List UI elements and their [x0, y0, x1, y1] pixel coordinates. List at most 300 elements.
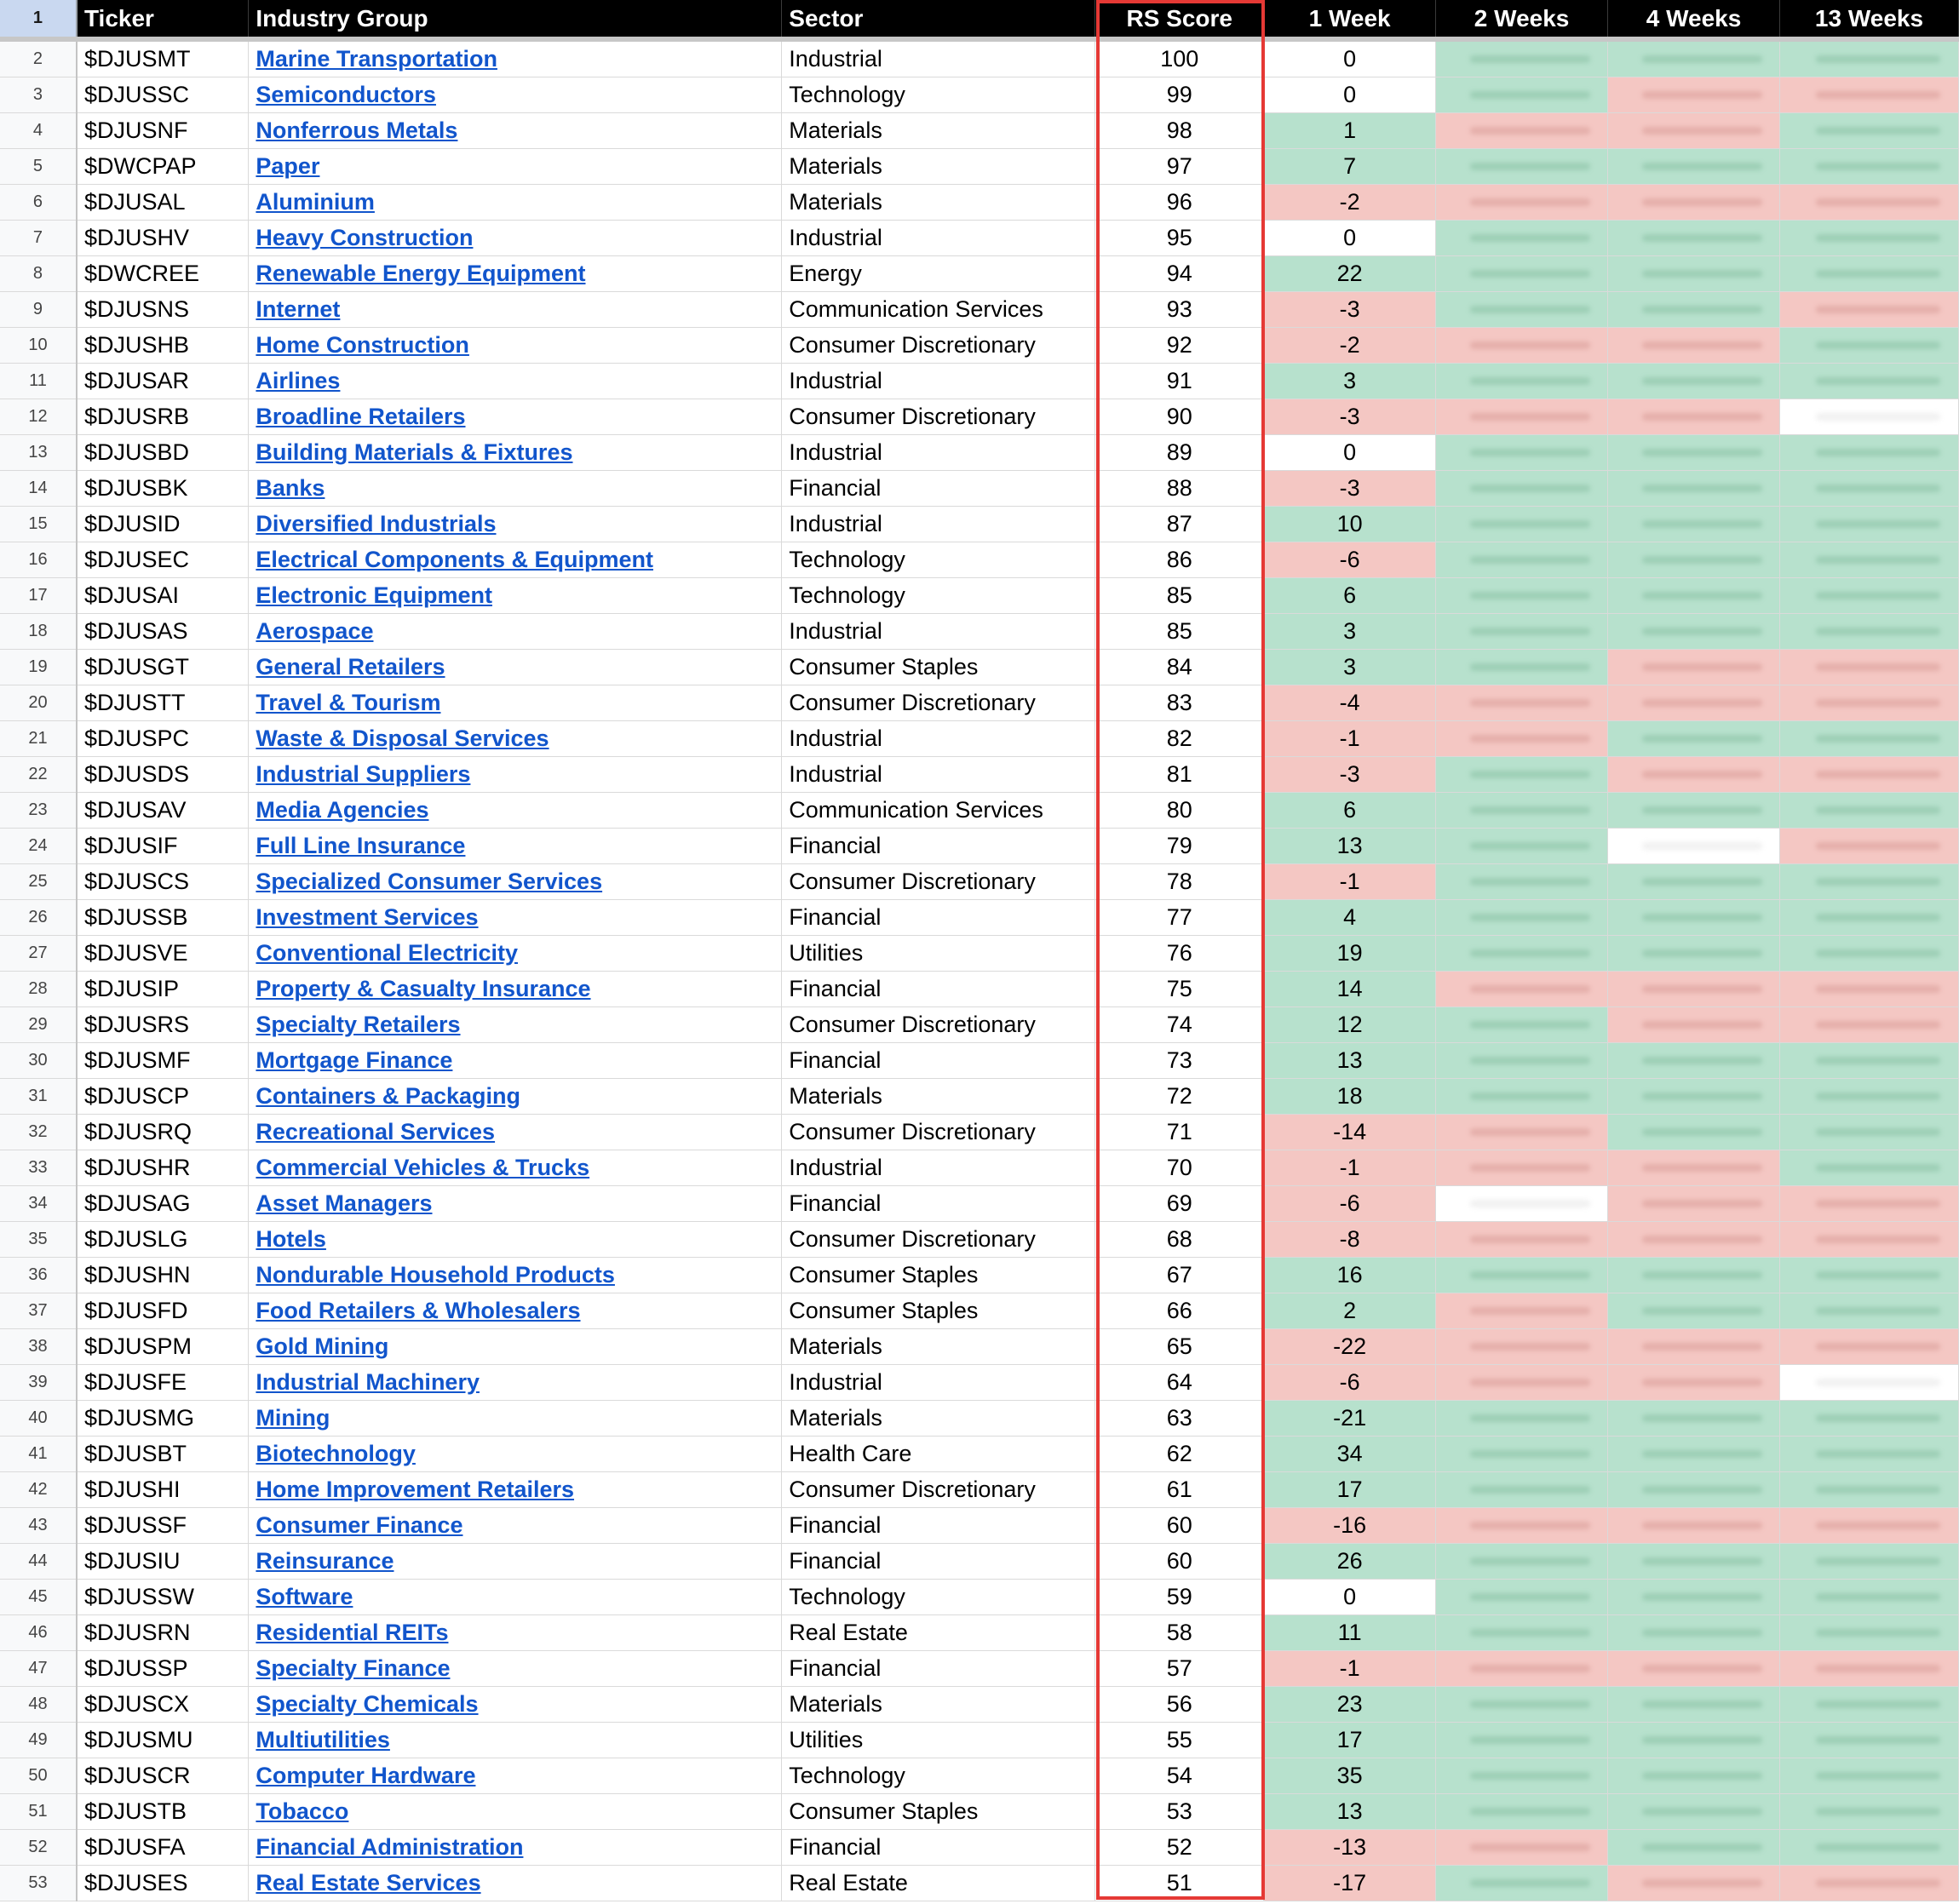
industry-group-link[interactable]: Airlines — [256, 368, 341, 393]
week-13-change-cell[interactable] — [1779, 1365, 1958, 1401]
sector-cell[interactable]: Materials — [782, 1329, 1095, 1365]
rs-score-cell[interactable]: 58 — [1095, 1615, 1264, 1651]
sector-cell[interactable]: Financial — [782, 471, 1095, 507]
industry-group-cell[interactable] — [249, 1329, 782, 1365]
row-number[interactable]: 40 — [0, 1401, 77, 1437]
week-13-change-cell[interactable] — [1779, 685, 1958, 721]
industry-group-link[interactable]: Real Estate Services — [256, 1870, 481, 1895]
week-2-change-cell[interactable] — [1436, 650, 1608, 685]
week-1-change-cell[interactable]: 2 — [1264, 1293, 1436, 1329]
row-number[interactable]: 17 — [0, 578, 77, 614]
week-4-change-cell[interactable] — [1608, 864, 1780, 900]
industry-group-cell[interactable] — [249, 1544, 782, 1580]
week-4-change-cell[interactable] — [1608, 721, 1780, 757]
industry-group-cell[interactable] — [249, 1401, 782, 1437]
row-number[interactable]: 26 — [0, 900, 77, 936]
industry-group-cell[interactable] — [249, 793, 782, 829]
week-2-change-cell[interactable] — [1436, 399, 1608, 435]
sector-cell[interactable]: Financial — [782, 1544, 1095, 1580]
week-4-change-cell[interactable] — [1608, 435, 1780, 471]
week-1-change-cell[interactable]: -8 — [1264, 1222, 1436, 1258]
week-4-change-cell[interactable] — [1608, 1186, 1780, 1222]
week-1-change-cell[interactable]: 10 — [1264, 507, 1436, 542]
week-2-change-cell[interactable] — [1436, 292, 1608, 328]
row-number[interactable]: 32 — [0, 1115, 77, 1150]
industry-group-link[interactable]: Specialty Finance — [256, 1655, 451, 1681]
week-13-change-cell[interactable] — [1779, 113, 1958, 149]
ticker-cell[interactable]: $DJUSCX — [77, 1687, 249, 1723]
sector-cell[interactable]: Financial — [782, 972, 1095, 1007]
sector-cell[interactable]: Real Estate — [782, 1615, 1095, 1651]
sector-cell[interactable]: Health Care — [782, 1437, 1095, 1472]
industry-group-cell[interactable] — [249, 1758, 782, 1794]
week-4-change-cell[interactable] — [1608, 328, 1780, 364]
week-1-change-cell[interactable]: 16 — [1264, 1258, 1436, 1293]
week-2-change-cell[interactable] — [1436, 1830, 1608, 1866]
week-2-change-cell[interactable] — [1436, 1723, 1608, 1758]
week-4-change-cell[interactable] — [1608, 113, 1780, 149]
rs-score-cell[interactable]: 65 — [1095, 1329, 1264, 1365]
week-2-change-cell[interactable] — [1436, 1222, 1608, 1258]
week-1-change-cell[interactable]: -4 — [1264, 685, 1436, 721]
rs-score-cell[interactable]: 67 — [1095, 1258, 1264, 1293]
row-number[interactable]: 39 — [0, 1365, 77, 1401]
week-2-change-cell[interactable] — [1436, 328, 1608, 364]
week-4-change-cell[interactable] — [1608, 1079, 1780, 1115]
industry-group-link[interactable]: Internet — [256, 296, 341, 322]
week-13-change-cell[interactable] — [1779, 1830, 1958, 1866]
week-2-change-cell[interactable] — [1436, 1007, 1608, 1043]
week-1-change-cell[interactable]: -2 — [1264, 328, 1436, 364]
week-4-change-cell[interactable] — [1608, 793, 1780, 829]
industry-group-cell[interactable] — [249, 221, 782, 256]
week-2-change-cell[interactable] — [1436, 614, 1608, 650]
week-13-change-cell[interactable] — [1779, 1043, 1958, 1079]
rs-score-cell[interactable]: 82 — [1095, 721, 1264, 757]
column-header-4-weeks[interactable]: 4 Weeks — [1608, 0, 1780, 37]
column-header-industry-group[interactable]: Industry Group — [249, 0, 782, 37]
week-2-change-cell[interactable] — [1436, 77, 1608, 113]
rs-score-cell[interactable]: 80 — [1095, 793, 1264, 829]
rs-score-cell[interactable]: 87 — [1095, 507, 1264, 542]
sector-cell[interactable]: Consumer Staples — [782, 650, 1095, 685]
industry-group-link[interactable]: Investment Services — [256, 904, 479, 930]
week-1-change-cell[interactable]: 12 — [1264, 1007, 1436, 1043]
ticker-cell[interactable]: $DJUSCS — [77, 864, 249, 900]
week-4-change-cell[interactable] — [1608, 364, 1780, 399]
week-2-change-cell[interactable] — [1436, 1615, 1608, 1651]
week-1-change-cell[interactable]: 14 — [1264, 972, 1436, 1007]
rs-score-cell[interactable]: 78 — [1095, 864, 1264, 900]
rs-score-cell[interactable]: 71 — [1095, 1115, 1264, 1150]
ticker-cell[interactable]: $DJUSID — [77, 507, 249, 542]
week-4-change-cell[interactable] — [1608, 1437, 1780, 1472]
rs-score-cell[interactable]: 60 — [1095, 1544, 1264, 1580]
week-2-change-cell[interactable] — [1436, 1186, 1608, 1222]
week-13-change-cell[interactable] — [1779, 435, 1958, 471]
week-13-change-cell[interactable] — [1779, 507, 1958, 542]
row-number[interactable]: 3 — [0, 77, 77, 113]
row-number[interactable]: 21 — [0, 721, 77, 757]
ticker-cell[interactable]: $DJUSVE — [77, 936, 249, 972]
week-2-change-cell[interactable] — [1436, 149, 1608, 185]
week-2-change-cell[interactable] — [1436, 1580, 1608, 1615]
industry-group-link[interactable]: Full Line Insurance — [256, 833, 466, 858]
industry-group-link[interactable]: Consumer Finance — [256, 1512, 463, 1538]
industry-group-cell[interactable] — [249, 1258, 782, 1293]
week-4-change-cell[interactable] — [1608, 936, 1780, 972]
sector-cell[interactable]: Financial — [782, 1508, 1095, 1544]
ticker-cell[interactable]: $DWCREE — [77, 256, 249, 292]
week-13-change-cell[interactable] — [1779, 864, 1958, 900]
industry-group-link[interactable]: Nonferrous Metals — [256, 118, 458, 143]
week-1-change-cell[interactable]: -1 — [1264, 1651, 1436, 1687]
industry-group-cell[interactable] — [249, 364, 782, 399]
week-2-change-cell[interactable] — [1436, 1437, 1608, 1472]
rs-score-cell[interactable]: 98 — [1095, 113, 1264, 149]
ticker-cell[interactable]: $DJUSSC — [77, 77, 249, 113]
rs-score-cell[interactable]: 51 — [1095, 1866, 1264, 1901]
rs-score-cell[interactable]: 68 — [1095, 1222, 1264, 1258]
ticker-cell[interactable]: $DJUSAI — [77, 578, 249, 614]
sector-cell[interactable]: Financial — [782, 1043, 1095, 1079]
sector-cell[interactable]: Industrial — [782, 1365, 1095, 1401]
row-number[interactable]: 35 — [0, 1222, 77, 1258]
sector-cell[interactable]: Technology — [782, 1580, 1095, 1615]
industry-group-link[interactable]: Media Agencies — [256, 797, 429, 823]
row-number[interactable]: 12 — [0, 399, 77, 435]
ticker-cell[interactable]: $DWCPAP — [77, 149, 249, 185]
week-2-change-cell[interactable] — [1436, 1651, 1608, 1687]
industry-group-link[interactable]: Building Materials & Fixtures — [256, 439, 573, 465]
week-4-change-cell[interactable] — [1608, 972, 1780, 1007]
sector-cell[interactable]: Financial — [782, 900, 1095, 936]
sector-cell[interactable]: Industrial — [782, 507, 1095, 542]
industry-group-link[interactable]: Financial Administration — [256, 1834, 524, 1860]
week-1-change-cell[interactable]: -21 — [1264, 1401, 1436, 1437]
row-number[interactable]: 18 — [0, 614, 77, 650]
ticker-cell[interactable]: $DJUSPC — [77, 721, 249, 757]
week-4-change-cell[interactable] — [1608, 1401, 1780, 1437]
week-13-change-cell[interactable] — [1779, 1866, 1958, 1901]
industry-group-link[interactable]: Computer Hardware — [256, 1763, 476, 1788]
ticker-cell[interactable]: $DJUSFD — [77, 1293, 249, 1329]
rs-score-cell[interactable]: 60 — [1095, 1508, 1264, 1544]
week-1-change-cell[interactable]: 34 — [1264, 1437, 1436, 1472]
industry-group-cell[interactable] — [249, 1794, 782, 1830]
week-2-change-cell[interactable] — [1436, 1293, 1608, 1329]
ticker-cell[interactable]: $DJUSAL — [77, 185, 249, 221]
rs-score-cell[interactable]: 85 — [1095, 614, 1264, 650]
row-number[interactable]: 6 — [0, 185, 77, 221]
row-number[interactable]: 41 — [0, 1437, 77, 1472]
sector-cell[interactable]: Technology — [782, 77, 1095, 113]
week-13-change-cell[interactable] — [1779, 972, 1958, 1007]
rs-score-cell[interactable]: 66 — [1095, 1293, 1264, 1329]
row-number[interactable]: 29 — [0, 1007, 77, 1043]
column-header-sector[interactable]: Sector — [782, 0, 1095, 37]
week-4-change-cell[interactable] — [1608, 1222, 1780, 1258]
sector-cell[interactable]: Industrial — [782, 221, 1095, 256]
row-number[interactable]: 44 — [0, 1544, 77, 1580]
row-number[interactable]: 14 — [0, 471, 77, 507]
week-4-change-cell[interactable] — [1608, 1794, 1780, 1830]
industry-group-cell[interactable] — [249, 1437, 782, 1472]
week-4-change-cell[interactable] — [1608, 292, 1780, 328]
industry-group-cell[interactable] — [249, 471, 782, 507]
week-2-change-cell[interactable] — [1436, 42, 1608, 77]
ticker-cell[interactable]: $DJUSAG — [77, 1186, 249, 1222]
ticker-cell[interactable]: $DJUSRS — [77, 1007, 249, 1043]
ticker-cell[interactable]: $DJUSSP — [77, 1651, 249, 1687]
week-4-change-cell[interactable] — [1608, 256, 1780, 292]
rs-score-cell[interactable]: 85 — [1095, 578, 1264, 614]
industry-group-cell[interactable] — [249, 292, 782, 328]
week-13-change-cell[interactable] — [1779, 1186, 1958, 1222]
row-number[interactable]: 33 — [0, 1150, 77, 1186]
week-2-change-cell[interactable] — [1436, 721, 1608, 757]
week-13-change-cell[interactable] — [1779, 1150, 1958, 1186]
row-number[interactable]: 23 — [0, 793, 77, 829]
week-1-change-cell[interactable]: -2 — [1264, 185, 1436, 221]
week-13-change-cell[interactable] — [1779, 1758, 1958, 1794]
week-13-change-cell[interactable] — [1779, 757, 1958, 793]
week-13-change-cell[interactable] — [1779, 1472, 1958, 1508]
week-4-change-cell[interactable] — [1608, 1150, 1780, 1186]
week-1-change-cell[interactable]: 13 — [1264, 1043, 1436, 1079]
industry-group-link[interactable]: Aerospace — [256, 618, 374, 644]
row-number[interactable]: 50 — [0, 1758, 77, 1794]
row-number[interactable]: 5 — [0, 149, 77, 185]
industry-group-cell[interactable] — [249, 1508, 782, 1544]
week-2-change-cell[interactable] — [1436, 1329, 1608, 1365]
rs-score-cell[interactable]: 86 — [1095, 542, 1264, 578]
row-number[interactable]: 48 — [0, 1687, 77, 1723]
sector-cell[interactable]: Materials — [782, 113, 1095, 149]
ticker-cell[interactable]: $DJUSTT — [77, 685, 249, 721]
industry-group-cell[interactable] — [249, 1150, 782, 1186]
rs-score-cell[interactable]: 75 — [1095, 972, 1264, 1007]
week-1-change-cell[interactable]: 0 — [1264, 77, 1436, 113]
week-13-change-cell[interactable] — [1779, 542, 1958, 578]
industry-group-cell[interactable] — [249, 1866, 782, 1901]
industry-group-link[interactable]: Residential REITs — [256, 1620, 449, 1645]
sector-cell[interactable]: Industrial — [782, 1150, 1095, 1186]
industry-group-link[interactable]: General Retailers — [256, 654, 445, 680]
industry-group-cell[interactable] — [249, 1293, 782, 1329]
week-13-change-cell[interactable] — [1779, 328, 1958, 364]
industry-group-link[interactable]: Aluminium — [256, 189, 375, 215]
sector-cell[interactable]: Financial — [782, 1651, 1095, 1687]
week-1-change-cell[interactable]: 0 — [1264, 221, 1436, 256]
ticker-cell[interactable]: $DJUSES — [77, 1866, 249, 1901]
week-2-change-cell[interactable] — [1436, 471, 1608, 507]
row-number[interactable]: 10 — [0, 328, 77, 364]
industry-group-link[interactable]: Semiconductors — [256, 82, 436, 107]
industry-group-link[interactable]: Tobacco — [256, 1798, 349, 1824]
row-number[interactable]: 2 — [0, 42, 77, 77]
week-1-change-cell[interactable]: 6 — [1264, 578, 1436, 614]
row-number[interactable]: 53 — [0, 1866, 77, 1901]
rs-score-cell[interactable]: 57 — [1095, 1651, 1264, 1687]
industry-group-cell[interactable] — [249, 614, 782, 650]
industry-group-link[interactable]: Recreational Services — [256, 1119, 496, 1144]
week-13-change-cell[interactable] — [1779, 42, 1958, 77]
column-header-rs-score[interactable]: RS Score — [1095, 0, 1264, 37]
week-1-change-cell[interactable]: 4 — [1264, 900, 1436, 936]
week-2-change-cell[interactable] — [1436, 1150, 1608, 1186]
week-13-change-cell[interactable] — [1779, 1544, 1958, 1580]
row-number-header[interactable]: 1 — [0, 0, 77, 37]
week-1-change-cell[interactable]: 13 — [1264, 829, 1436, 864]
week-1-change-cell[interactable]: -13 — [1264, 1830, 1436, 1866]
rs-score-cell[interactable]: 95 — [1095, 221, 1264, 256]
rs-score-cell[interactable]: 93 — [1095, 292, 1264, 328]
week-4-change-cell[interactable] — [1608, 757, 1780, 793]
ticker-cell[interactable]: $DJUSPM — [77, 1329, 249, 1365]
column-header-13-weeks[interactable]: 13 Weeks — [1779, 0, 1958, 37]
week-4-change-cell[interactable] — [1608, 829, 1780, 864]
week-4-change-cell[interactable] — [1608, 1258, 1780, 1293]
row-number[interactable]: 43 — [0, 1508, 77, 1544]
row-number[interactable]: 30 — [0, 1043, 77, 1079]
industry-group-cell[interactable] — [249, 1651, 782, 1687]
row-number[interactable]: 4 — [0, 113, 77, 149]
sector-cell[interactable]: Real Estate — [782, 1866, 1095, 1901]
ticker-cell[interactable]: $DJUSHV — [77, 221, 249, 256]
week-13-change-cell[interactable] — [1779, 1329, 1958, 1365]
week-13-change-cell[interactable] — [1779, 221, 1958, 256]
week-1-change-cell[interactable]: -1 — [1264, 864, 1436, 900]
industry-group-cell[interactable] — [249, 328, 782, 364]
week-13-change-cell[interactable] — [1779, 1115, 1958, 1150]
industry-group-cell[interactable] — [249, 77, 782, 113]
industry-group-cell[interactable] — [249, 1043, 782, 1079]
row-number[interactable]: 11 — [0, 364, 77, 399]
week-2-change-cell[interactable] — [1436, 507, 1608, 542]
rs-score-cell[interactable]: 62 — [1095, 1437, 1264, 1472]
week-1-change-cell[interactable]: -3 — [1264, 757, 1436, 793]
row-number[interactable]: 51 — [0, 1794, 77, 1830]
week-2-change-cell[interactable] — [1436, 578, 1608, 614]
industry-group-link[interactable]: Commercial Vehicles & Trucks — [256, 1155, 590, 1180]
week-4-change-cell[interactable] — [1608, 1472, 1780, 1508]
week-2-change-cell[interactable] — [1436, 1115, 1608, 1150]
week-1-change-cell[interactable]: 11 — [1264, 1615, 1436, 1651]
ticker-cell[interactable]: $DJUSHN — [77, 1258, 249, 1293]
week-1-change-cell[interactable]: 3 — [1264, 364, 1436, 399]
week-2-change-cell[interactable] — [1436, 793, 1608, 829]
week-1-change-cell[interactable]: 22 — [1264, 256, 1436, 292]
industry-group-link[interactable]: Conventional Electricity — [256, 940, 518, 966]
industry-group-cell[interactable] — [249, 1830, 782, 1866]
sector-cell[interactable]: Consumer Staples — [782, 1258, 1095, 1293]
industry-group-cell[interactable] — [249, 900, 782, 936]
rs-score-cell[interactable]: 69 — [1095, 1186, 1264, 1222]
industry-group-link[interactable]: Industrial Suppliers — [256, 761, 471, 787]
ticker-cell[interactable]: $DJUSAS — [77, 614, 249, 650]
sector-cell[interactable]: Materials — [782, 1401, 1095, 1437]
rs-score-cell[interactable]: 94 — [1095, 256, 1264, 292]
week-2-change-cell[interactable] — [1436, 1794, 1608, 1830]
ticker-cell[interactable]: $DJUSIF — [77, 829, 249, 864]
ticker-cell[interactable]: $DJUSHB — [77, 328, 249, 364]
rs-score-cell[interactable]: 55 — [1095, 1723, 1264, 1758]
row-number[interactable]: 47 — [0, 1651, 77, 1687]
rs-score-cell[interactable]: 92 — [1095, 328, 1264, 364]
ticker-cell[interactable]: $DJUSFE — [77, 1365, 249, 1401]
row-number[interactable]: 22 — [0, 757, 77, 793]
week-1-change-cell[interactable]: 0 — [1264, 1580, 1436, 1615]
week-2-change-cell[interactable] — [1436, 936, 1608, 972]
week-2-change-cell[interactable] — [1436, 1508, 1608, 1544]
column-header-ticker[interactable]: Ticker — [77, 0, 249, 37]
industry-group-link[interactable]: Renewable Energy Equipment — [256, 261, 586, 286]
week-1-change-cell[interactable]: 3 — [1264, 650, 1436, 685]
sector-cell[interactable]: Technology — [782, 578, 1095, 614]
week-4-change-cell[interactable] — [1608, 614, 1780, 650]
rs-score-cell[interactable]: 73 — [1095, 1043, 1264, 1079]
week-13-change-cell[interactable] — [1779, 1508, 1958, 1544]
industry-group-link[interactable]: Hotels — [256, 1226, 326, 1252]
sector-cell[interactable]: Materials — [782, 1687, 1095, 1723]
industry-group-link[interactable]: Banks — [256, 475, 325, 501]
week-2-change-cell[interactable] — [1436, 900, 1608, 936]
ticker-cell[interactable]: $DJUSBK — [77, 471, 249, 507]
week-2-change-cell[interactable] — [1436, 542, 1608, 578]
week-13-change-cell[interactable] — [1779, 1437, 1958, 1472]
industry-group-cell[interactable] — [249, 1580, 782, 1615]
industry-group-cell[interactable] — [249, 1186, 782, 1222]
week-13-change-cell[interactable] — [1779, 721, 1958, 757]
week-2-change-cell[interactable] — [1436, 221, 1608, 256]
row-number[interactable]: 28 — [0, 972, 77, 1007]
week-13-change-cell[interactable] — [1779, 793, 1958, 829]
ticker-cell[interactable]: $DJUSIU — [77, 1544, 249, 1580]
week-1-change-cell[interactable]: -6 — [1264, 542, 1436, 578]
week-1-change-cell[interactable]: -1 — [1264, 721, 1436, 757]
week-4-change-cell[interactable] — [1608, 399, 1780, 435]
week-13-change-cell[interactable] — [1779, 292, 1958, 328]
row-number[interactable]: 36 — [0, 1258, 77, 1293]
rs-score-cell[interactable]: 91 — [1095, 364, 1264, 399]
sector-cell[interactable]: Consumer Discretionary — [782, 864, 1095, 900]
week-2-change-cell[interactable] — [1436, 1401, 1608, 1437]
row-number[interactable]: 9 — [0, 292, 77, 328]
week-13-change-cell[interactable] — [1779, 1293, 1958, 1329]
week-13-change-cell[interactable] — [1779, 900, 1958, 936]
row-number[interactable]: 45 — [0, 1580, 77, 1615]
industry-group-cell[interactable] — [249, 721, 782, 757]
week-13-change-cell[interactable] — [1779, 1723, 1958, 1758]
industry-group-cell[interactable] — [249, 542, 782, 578]
rs-score-cell[interactable]: 76 — [1095, 936, 1264, 972]
sector-cell[interactable]: Utilities — [782, 1723, 1095, 1758]
rs-score-cell[interactable]: 79 — [1095, 829, 1264, 864]
industry-group-cell[interactable] — [249, 399, 782, 435]
ticker-cell[interactable]: $DJUSRB — [77, 399, 249, 435]
week-4-change-cell[interactable] — [1608, 1687, 1780, 1723]
week-2-change-cell[interactable] — [1436, 972, 1608, 1007]
week-1-change-cell[interactable]: 17 — [1264, 1472, 1436, 1508]
industry-group-cell[interactable] — [249, 42, 782, 77]
sector-cell[interactable]: Financial — [782, 1186, 1095, 1222]
industry-group-link[interactable]: Heavy Construction — [256, 225, 474, 250]
row-number[interactable]: 16 — [0, 542, 77, 578]
sector-cell[interactable]: Technology — [782, 542, 1095, 578]
rs-score-cell[interactable]: 59 — [1095, 1580, 1264, 1615]
industry-group-link[interactable]: Electrical Components & Equipment — [256, 547, 653, 572]
